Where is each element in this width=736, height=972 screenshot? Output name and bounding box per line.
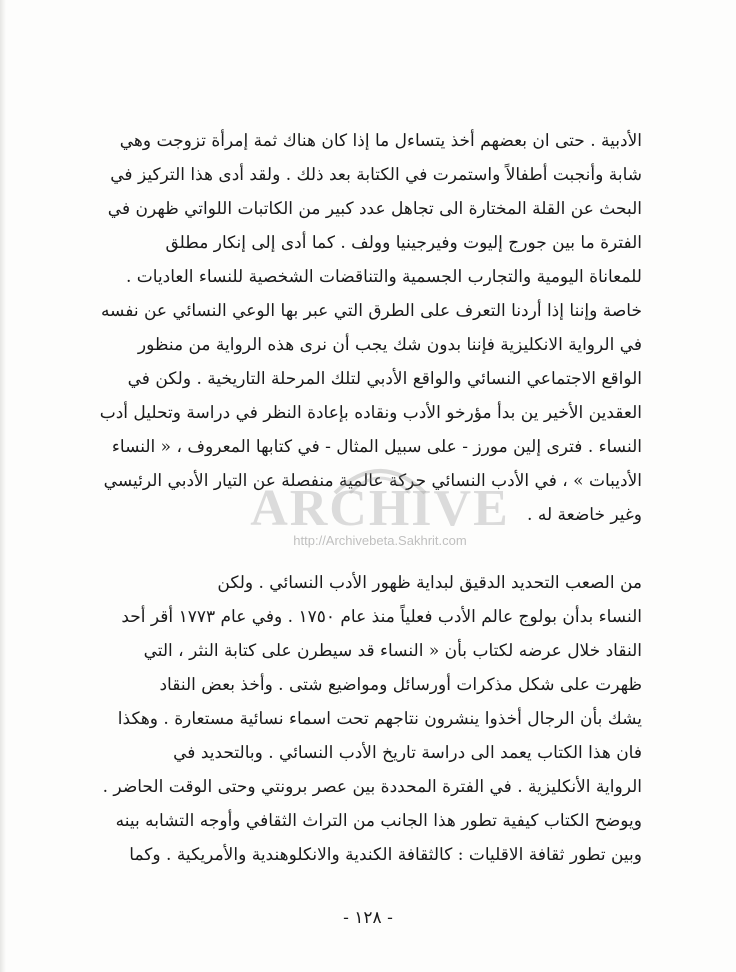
- page-number: - ١٢٨ -: [343, 908, 393, 928]
- text-line: الرواية الأنكليزية . في الفترة المحددة بين عصر برونتي وحتى الوقت الحاضر .: [102, 777, 642, 797]
- text-line: خاصة وإننا إذا أردنا التعرف على الطرق التي عبر بها الوعي النسائي عن نفسه: [100, 301, 642, 321]
- text-line: ظهرت على شكل مذكرات أورسائل ومواضيع شتى . وأخذ بعض النقاد: [159, 675, 642, 695]
- text-line: شابة وأنجبت أطفالاً واستمرت في الكتابة بعد ذلك . ولقد أدى هذا التركيز في: [110, 165, 642, 185]
- page-edge-shadow: [0, 0, 6, 972]
- text-line: الواقع الاجتماعي النسائي والواقع الأدبي لتلك المرحلة التاريخية . ولكن في: [127, 369, 642, 389]
- text-line: فان هذا الكتاب يعمد الى دراسة تاريخ الأدب النسائي . وبالتحديد في: [173, 743, 642, 763]
- paragraph-1: [78, 124, 642, 532]
- text-line: الأديبات » ، في الأدب النسائي حركة عالمية منفصلة عن التيار الأدبي الرئيسي: [103, 471, 642, 491]
- text-line: للمعاناة اليومية والتجارب الجسمية والتناقضات الشخصية للنساء العاديات .: [125, 267, 642, 287]
- text-line: النساء . فترى إلين مورز - على سبيل المثال - في كتابها المعروف ، « النساء: [111, 437, 642, 457]
- text-line: الأدبية . حتى ان بعضهم أخذ يتساءل ما إذا كان هناك ثمة إمرأة تزوجت وهي: [119, 131, 642, 151]
- text-line: في الرواية الانكليزية فإننا بدون شك يجب أن نرى هذه الرواية من منظور: [137, 335, 642, 355]
- watermark-text: ARCHIVE: [250, 480, 510, 537]
- text-line: من الصعب التحديد الدقيق لبداية ظهور الأدب النسائي . ولكن: [217, 573, 642, 593]
- text-line: العقدين الأخير ين بدأ مؤرخو الأدب ونقاده بإعادة النظر في دراسة وتحليل أدب: [99, 403, 642, 423]
- text-line: الفترة ما بين جورج إليوت وفيرجينيا وولف . كما أدى إلى إنكار مطلق: [165, 233, 642, 253]
- text-line: وغير خاضعة له .: [527, 505, 642, 525]
- text-line: يشك بأن الرجال أخذوا ينشرون نتاجهم تحت اسماء نسائية مستعارة . وهكذا: [117, 709, 642, 729]
- text-line: ويوضح الكتاب كيفية تطور هذا الجانب من التراث الثقافي وأوجه التشابه بينه: [115, 811, 642, 831]
- text-line: وبين تطور ثقافة الاقليات : كالثقافة الكندية والانكلوهندية والأمريكية . وكما: [129, 845, 642, 865]
- text-line: النقاد خلال عرضه لكتاب بأن « النساء قد سيطرن على كتابة النثر ، التي: [143, 641, 642, 661]
- text-line: النساء بدأن بولوج عالم الأدب فعلياً منذ عام ١٧٥٠ . وفي عام ١٧٧٣ أقر أحد: [121, 607, 642, 627]
- watermark-url: http://Archivebeta.Sakhrit.com: [293, 533, 467, 548]
- paragraph-2: [78, 566, 642, 872]
- text-line: البحث عن القلة المختارة الى تجاهل عدد كبير من الكاتبات اللواتي ظهرن في: [107, 199, 642, 219]
